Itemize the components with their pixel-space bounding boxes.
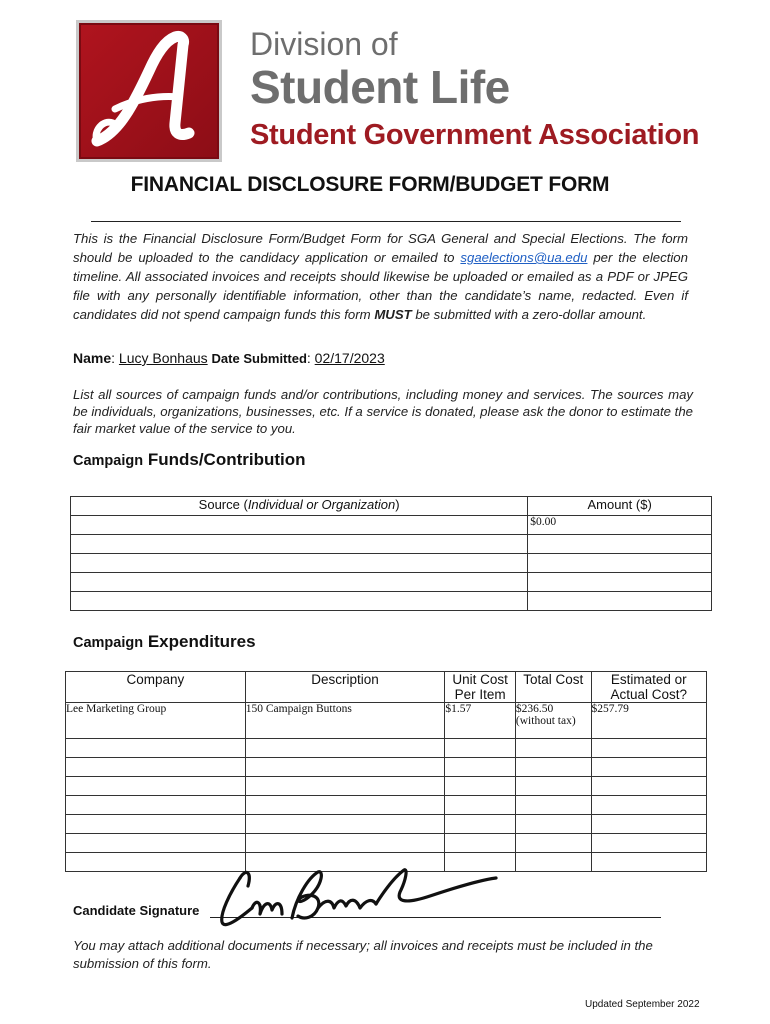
student-life-heading: Student Life — [250, 61, 510, 113]
sources-instructions: List all sources of campaign funds and/or contributions, including money and services. The sources may be individuals, organizations, businesses, etc. If a service is donated, please ask the donor to estimate the fair market value of the service to you. — [73, 387, 693, 436]
table-row — [71, 573, 712, 592]
description-header: Description — [245, 672, 445, 703]
table-row — [71, 516, 712, 535]
intro-paragraph: This is the Financial Disclosure Form/Budget Form for SGA General and Special Elections. The form should be uploaded to the candidacy application or emailed to sgaelections@ua.edu per the election timeline. All associated invoices and receipts should likewise be uploaded or emailed as a PDF or JPEG file with any personally identifiable information, other than the candidate’s name, redacted. Even if candidates did not spend campaign funds this form MUST be submitted with a zero-dollar amount. — [73, 231, 688, 322]
must-emphasis: MUST — [374, 307, 412, 322]
table-row — [66, 777, 707, 796]
unit-cost-header: Unit Cost Per Item — [445, 672, 516, 703]
table-row — [66, 739, 707, 758]
total-cost-cell: $236.50 (without tax) — [515, 703, 591, 739]
division-of-heading: Division of — [250, 26, 398, 62]
estimated-cell: $257.79 — [591, 703, 706, 739]
attachment-note: You may attach additional documents if necessary; all invoices and receipts must be included in the submission of this form. — [73, 938, 653, 971]
table-row — [66, 796, 707, 815]
amount-header: Amount ($) — [528, 497, 712, 516]
table-row — [71, 554, 712, 573]
title-divider — [91, 221, 681, 222]
signature-scribble-icon — [200, 858, 510, 938]
funds-table — [70, 496, 712, 611]
table-row — [66, 834, 707, 853]
amount-cell: $0.00 — [528, 516, 712, 535]
table-row — [66, 758, 707, 777]
table-row — [71, 592, 712, 611]
name-label: Name — [73, 350, 112, 366]
estimated-header: Estimated or Actual Cost? — [591, 672, 706, 703]
description-cell: 150 Campaign Buttons — [245, 703, 445, 739]
form-title: FINANCIAL DISCLOSURE FORM/BUDGET FORM — [130, 173, 610, 196]
company-cell: Lee Marketing Group — [66, 703, 246, 739]
table-row — [66, 703, 707, 739]
sga-elections-email-link[interactable]: sgaelections@ua.edu — [460, 250, 588, 265]
candidate-info-line: Name: Lucy Bonhaus Date Submitted: 02/17/2023 — [73, 350, 385, 366]
total-cost-header: Total Cost — [515, 672, 591, 703]
date-value: 02/17/2023 — [314, 350, 385, 366]
signature-label: Candidate Signature — [73, 903, 200, 918]
script-a-logo-icon — [79, 23, 219, 159]
expenditures-section-title: Campaign Expenditures — [73, 632, 256, 651]
funds-section-title: Campaign Funds/Contribution — [73, 450, 306, 469]
ua-logo — [76, 20, 222, 162]
unit-cost-cell: $1.57 — [445, 703, 516, 739]
source-header: Source (Individual or Organization) — [71, 497, 528, 516]
company-header: Company — [66, 672, 246, 703]
updated-footer: Updated September 2022 — [585, 999, 700, 1010]
handwritten-signature — [200, 858, 510, 943]
table-row — [71, 535, 712, 554]
name-value: Lucy Bonhaus — [118, 350, 208, 366]
sga-heading: Student Government Association — [250, 119, 700, 151]
table-row — [66, 815, 707, 834]
expenditures-table — [65, 671, 707, 872]
date-label: Date Submitted — [211, 351, 307, 366]
